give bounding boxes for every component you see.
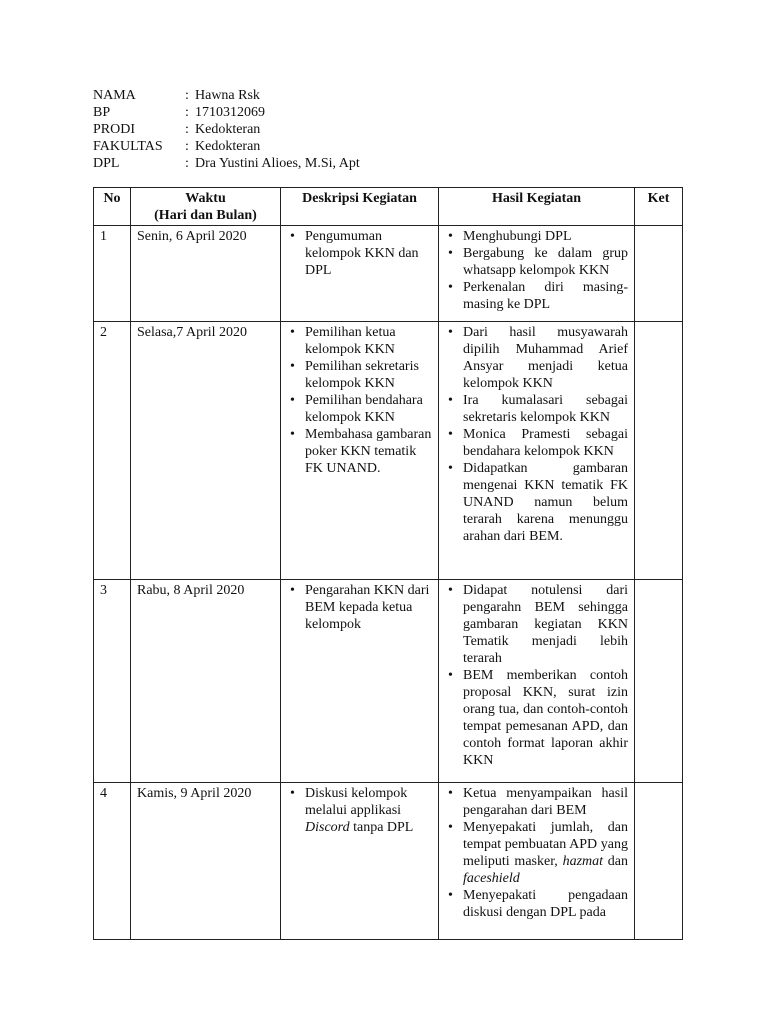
- info-value: Kedokteran: [195, 139, 261, 154]
- cell-waktu: Senin, 6 April 2020: [131, 226, 281, 322]
- info-separator: :: [185, 105, 189, 120]
- cell-waktu: Selasa,7 April 2020: [131, 322, 281, 580]
- header-waktu-line1: Waktu: [185, 191, 226, 206]
- info-label: DPL: [93, 156, 120, 171]
- list-item: [463, 819, 628, 887]
- cell-hasil: [439, 226, 635, 322]
- table-header-row: [94, 188, 683, 226]
- cell-hasil: [439, 322, 635, 580]
- info-separator: :: [185, 88, 189, 103]
- table-row: [94, 580, 683, 783]
- info-label: NAMA: [93, 88, 136, 103]
- table-row: [94, 322, 683, 580]
- list-item: [305, 785, 432, 836]
- info-value: Kedokteran: [195, 122, 261, 137]
- info-value: 1710312069: [195, 105, 265, 120]
- text-run: Diskusi kelompok melalui applikasi: [305, 786, 408, 818]
- text-run: tanpa DPL: [349, 820, 414, 835]
- table-row: [94, 226, 683, 322]
- italic-term: faceshield: [463, 871, 520, 886]
- header-waktu: [131, 188, 281, 226]
- cell-ket: [635, 580, 683, 783]
- list-item: • Monica Pramesti sebagai bendahara kelompok KKN: [463, 426, 628, 460]
- italic-term: hazmat: [562, 854, 604, 869]
- list-item: • Ketua menyampaikan hasil pengarahan dari BEM: [463, 785, 628, 819]
- list-item: • Didapatkan gambaran mengenai KKN tematik FK UNAND namun belum terarah karena menunggu arahan dari BEM.: [463, 460, 628, 545]
- list-item: • Membahasa gambaran poker KKN tematik FK UNAND.: [305, 426, 432, 477]
- cell-no: 4: [94, 783, 131, 940]
- student-info: [93, 87, 360, 172]
- list-item: • Pemilihan ketua kelompok KKN: [305, 324, 432, 358]
- info-separator: :: [185, 139, 189, 154]
- header-no: No: [94, 188, 131, 226]
- info-label: BP: [93, 105, 111, 120]
- cell-no: 3: [94, 580, 131, 783]
- text-run: dan: [603, 854, 628, 869]
- list-item: • Pengarahan KKN dari BEM kepada ketua kelompok: [305, 582, 432, 633]
- list-item: • Didapat notulensi dari pengarahn BEM sehingga gambaran kegiatan KKN Tematik menjadi lebih terarah: [463, 582, 628, 667]
- info-separator: :: [185, 122, 189, 137]
- header-deskripsi: Deskripsi Kegiatan: [281, 188, 439, 226]
- cell-ket: [635, 226, 683, 322]
- info-row-dpl: [93, 155, 360, 172]
- list-item: • Menyepakati pengadaan diskusi dengan DPL pada: [463, 887, 628, 921]
- cell-hasil: [439, 783, 635, 940]
- info-row-fakultas: [93, 138, 360, 155]
- list-item: • Pemilihan sekretaris kelompok KKN: [305, 358, 432, 392]
- header-waktu-line2: (Hari dan Bulan): [154, 208, 257, 223]
- info-row-prodi: [93, 121, 360, 138]
- cell-deskripsi: [281, 783, 439, 940]
- cell-waktu: Kamis, 9 April 2020: [131, 783, 281, 940]
- list-item: • Pemilihan bendahara kelompok KKN: [305, 392, 432, 426]
- header-hasil: Hasil Kegiatan: [439, 188, 635, 226]
- info-value: Dra Yustini Alioes, M.Si, Apt: [195, 156, 360, 171]
- info-label: PRODI: [93, 122, 136, 137]
- cell-hasil: [439, 580, 635, 783]
- cell-ket: [635, 783, 683, 940]
- cell-waktu: Rabu, 8 April 2020: [131, 580, 281, 783]
- text-run: Menyepakati jumlah, dan tempat pembuatan APD yang meliputi masker,: [463, 820, 628, 869]
- info-row-bp: [93, 104, 360, 121]
- cell-deskripsi: [281, 226, 439, 322]
- list-item: • Menghubungi DPL: [463, 228, 628, 245]
- list-item: • Perkenalan diri masing-masing ke DPL: [463, 279, 628, 313]
- table-row: [94, 783, 683, 940]
- list-item: • Ira kumalasari sebagai sekretaris kelompok KKN: [463, 392, 628, 426]
- info-value: Hawna Rsk: [195, 88, 260, 103]
- cell-no: 1: [94, 226, 131, 322]
- cell-deskripsi: [281, 322, 439, 580]
- cell-ket: [635, 322, 683, 580]
- info-separator: :: [185, 156, 189, 171]
- italic-app-name: Discord: [305, 820, 350, 835]
- list-item: • Pengumuman kelompok KKN dan DPL: [305, 228, 432, 279]
- header-ket: Ket: [635, 188, 683, 226]
- info-label: FAKULTAS: [93, 139, 163, 154]
- cell-deskripsi: [281, 580, 439, 783]
- cell-no: 2: [94, 322, 131, 580]
- list-item: • Dari hasil musyawarah dipilih Muhammad Arief Ansyar menjadi ketua kelompok KKN: [463, 324, 628, 392]
- info-row-nama: [93, 87, 360, 104]
- list-item: • Bergabung ke dalam grup whatsapp kelompok KKN: [463, 245, 628, 279]
- activity-log-table: [93, 187, 683, 940]
- list-item: • BEM memberikan contoh proposal KKN, surat izin orang tua, dan contoh-contoh tempat pemesanan APD, dan contoh format laporan akhir KKN: [463, 667, 628, 769]
